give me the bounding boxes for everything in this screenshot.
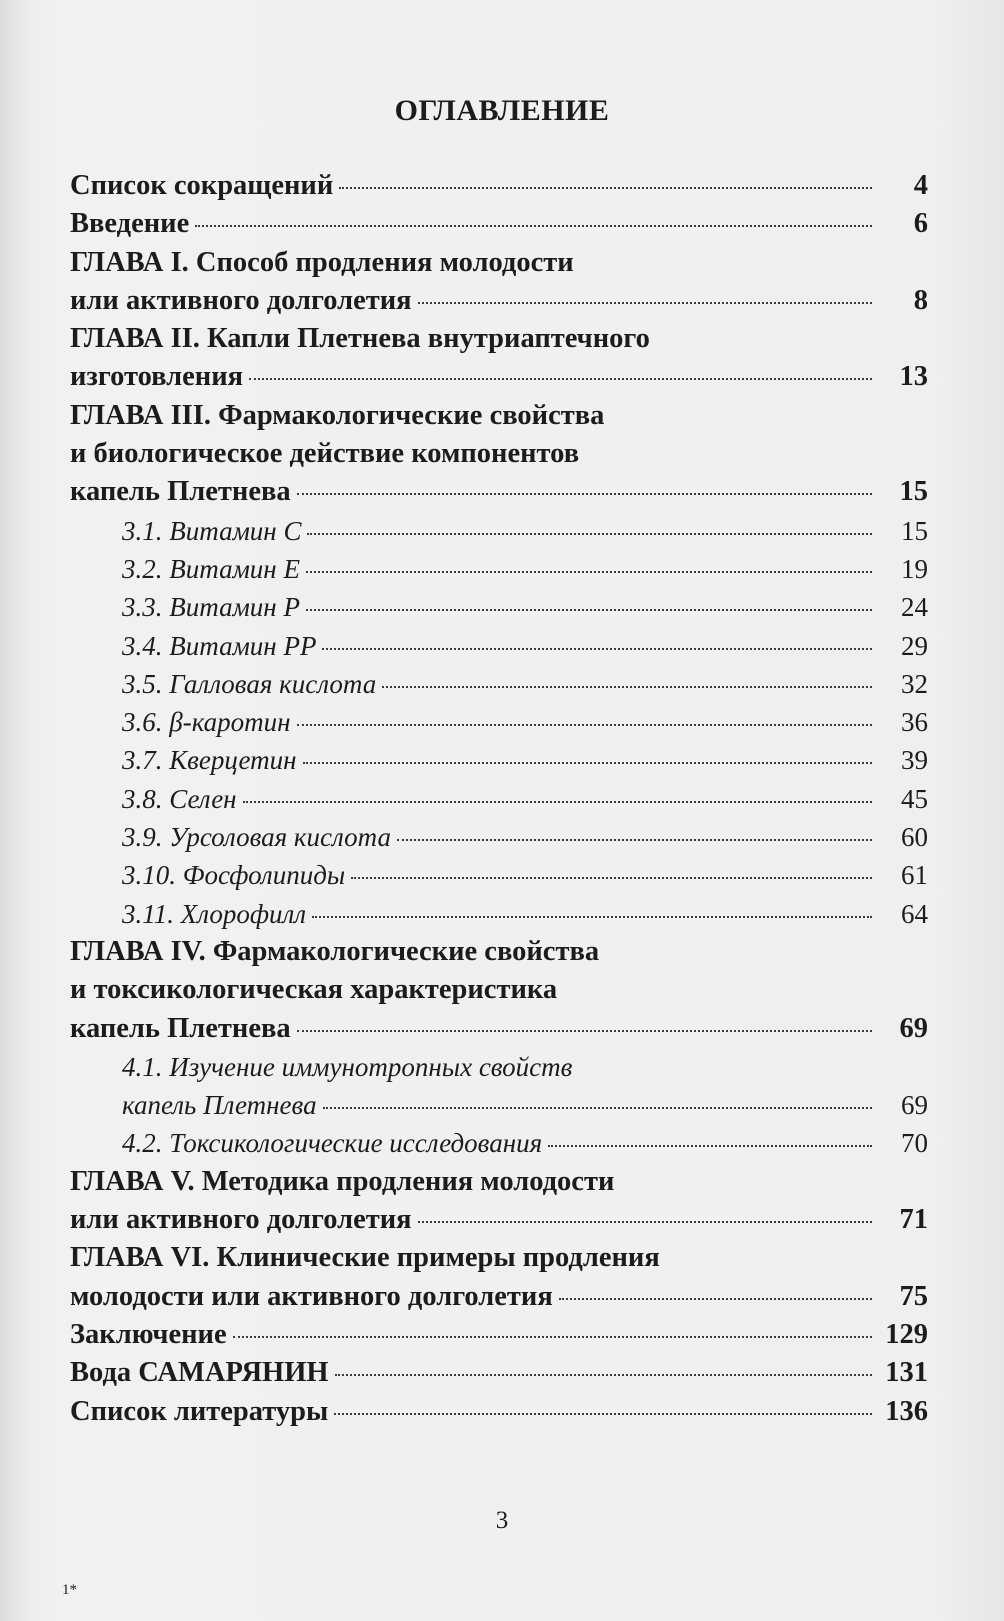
dot-leader <box>306 609 872 611</box>
toc-subentry <box>70 856 928 894</box>
toc-entry <box>70 358 928 396</box>
toc-subentry <box>70 741 928 779</box>
toc-entry-page: 69 <box>899 1012 928 1044</box>
dot-leader <box>297 493 872 495</box>
toc-entry <box>70 1239 928 1277</box>
dot-leader <box>323 1107 872 1109</box>
toc-entry-label: ГЛАВА V. Методика продления молодости <box>70 1165 615 1197</box>
toc-entry-label: Список литературы <box>70 1395 329 1427</box>
toc-entry <box>70 1278 928 1316</box>
toc-entry-page: 32 <box>901 668 928 699</box>
toc-subentry <box>70 1086 928 1124</box>
toc-entry-page: 8 <box>913 284 928 316</box>
toc-subentry <box>70 665 928 703</box>
toc-entry-label: 4.2. Токсикологические исследования <box>122 1128 543 1159</box>
toc-entry-label: 3.2. Витамин Е <box>122 553 300 584</box>
toc-subentry <box>70 512 928 550</box>
toc-subentry <box>70 550 928 588</box>
toc-subentry <box>70 1048 928 1086</box>
toc-entry-page: 71 <box>899 1204 928 1236</box>
toc-entry <box>70 1010 928 1048</box>
toc-entry <box>70 282 928 320</box>
toc-entry-label: капель Плетнева <box>70 1012 291 1044</box>
toc-entry-label: капель Плетнева <box>70 476 291 508</box>
toc-entry-page: 136 <box>885 1395 928 1427</box>
toc-entry-label: 3.4. Витамин РР <box>122 630 317 661</box>
toc-entry <box>70 971 928 1009</box>
table-of-contents <box>70 167 928 1431</box>
toc-entry-label: или активного долголетия <box>70 284 412 316</box>
toc-entry-label: 3.1. Витамин С <box>122 515 302 546</box>
toc-entry <box>70 435 928 473</box>
toc-entry-label: 3.9. Урсоловая кислота <box>122 822 391 853</box>
dot-leader <box>297 724 872 726</box>
dot-leader <box>322 648 872 650</box>
toc-entry-label: и токсикологическая характеристика <box>70 974 558 1006</box>
toc-entry <box>70 1201 928 1239</box>
toc-entry-page: 39 <box>901 745 928 776</box>
toc-entry-label: ГЛАВА I. Способ продления молодости <box>70 246 574 278</box>
dot-leader <box>249 378 872 380</box>
toc-entry-label: ГЛАВА VI. Клинические примеры продления <box>70 1242 660 1274</box>
dot-leader <box>548 1145 872 1147</box>
toc-entry <box>70 1393 928 1431</box>
toc-entry-page: 19 <box>901 553 928 584</box>
toc-entry <box>70 205 928 243</box>
toc-entry <box>70 167 928 205</box>
toc-entry-page: 60 <box>901 822 928 853</box>
toc-entry-page: 129 <box>885 1318 928 1350</box>
toc-heading: ОГЛАВЛЕНИЕ <box>394 94 610 127</box>
toc-entry-page: 15 <box>901 515 928 546</box>
toc-entry-label: 3.11. Хлорофилл <box>122 898 307 929</box>
toc-entry-label: ГЛАВА II. Капли Плетнева внутриаптечного <box>70 323 650 355</box>
dot-leader <box>297 1030 872 1032</box>
toc-entry-page: 69 <box>901 1090 928 1121</box>
toc-entry-page: 61 <box>901 860 928 891</box>
toc-entry-page: 13 <box>899 361 928 393</box>
toc-entry-page: 29 <box>901 630 928 661</box>
toc-entry-label: капель Плетнева <box>122 1090 317 1121</box>
toc-subentry <box>70 627 928 665</box>
toc-entry-label: ГЛАВА III. Фармакологические свойства <box>70 399 605 431</box>
toc-entry-page: 70 <box>901 1128 928 1159</box>
dot-leader <box>418 302 872 304</box>
toc-entry-label: 3.6. β-каротин <box>122 707 291 738</box>
toc-entry-label: и биологическое действие компонентов <box>70 438 580 470</box>
toc-entry-label: 3.8. Селен <box>122 783 237 814</box>
dot-leader <box>243 801 872 803</box>
toc-entry-label: Введение <box>70 208 190 240</box>
toc-entry-page: 131 <box>885 1357 928 1389</box>
toc-entry <box>70 397 928 435</box>
toc-subentry <box>70 703 928 741</box>
dot-leader <box>339 187 872 189</box>
toc-entry-page: 36 <box>901 707 928 738</box>
dot-leader <box>351 877 872 879</box>
dot-leader <box>418 1221 872 1223</box>
toc-entry-page: 64 <box>901 898 928 929</box>
toc-entry-label: 3.10. Фосфолипиды <box>122 860 346 891</box>
toc-entry-page: 45 <box>901 783 928 814</box>
dot-leader <box>195 225 872 227</box>
toc-subentry <box>70 588 928 626</box>
toc-entry-label: 4.1. Изучение иммунотропных свойств <box>122 1051 573 1082</box>
toc-entry-page: 6 <box>913 208 928 240</box>
toc-entry-label: 3.7. Кверцетин <box>122 745 297 776</box>
toc-entry <box>70 933 928 971</box>
toc-entry-label: Список сокращений <box>70 170 334 201</box>
dot-leader <box>334 1413 872 1415</box>
toc-entry <box>70 320 928 358</box>
page-number: 3 <box>495 1507 509 1534</box>
toc-subentry <box>70 780 928 818</box>
dot-leader <box>335 1374 872 1376</box>
toc-entry-label: 3.3. Витамин Р <box>122 592 300 623</box>
toc-entry <box>70 1316 928 1354</box>
toc-entry-page: 75 <box>899 1280 928 1312</box>
signature-mark: 1* <box>62 1582 77 1598</box>
toc-subentry <box>70 895 928 933</box>
dot-leader <box>382 686 872 688</box>
toc-entry <box>70 244 928 282</box>
toc-entry <box>70 1163 928 1201</box>
dot-leader <box>559 1298 872 1300</box>
dot-leader <box>233 1336 872 1338</box>
toc-entry-label: 3.5. Галловая кислота <box>122 668 377 699</box>
toc-entry-label: ГЛАВА IV. Фармакологические свойства <box>70 935 600 967</box>
toc-entry-label: Вода САМАРЯНИН <box>70 1357 329 1389</box>
toc-entry <box>70 1354 928 1392</box>
toc-subentry <box>70 1124 928 1162</box>
toc-entry-label: молодости или активного долголетия <box>70 1280 553 1312</box>
toc-entry <box>70 473 928 511</box>
toc-entry-label: Заключение <box>70 1318 227 1350</box>
dot-leader <box>312 916 872 918</box>
dot-leader <box>307 533 872 535</box>
toc-entry-page: 15 <box>899 476 928 508</box>
dot-leader <box>303 762 872 764</box>
toc-entry-label: или активного долголетия <box>70 1204 412 1236</box>
dot-leader <box>306 571 872 573</box>
toc-entry-page: 4 <box>913 170 928 201</box>
toc-entry-label: изготовления <box>70 361 244 393</box>
toc-subentry <box>70 818 928 856</box>
dot-leader <box>397 839 872 841</box>
toc-entry-page: 24 <box>901 592 928 623</box>
